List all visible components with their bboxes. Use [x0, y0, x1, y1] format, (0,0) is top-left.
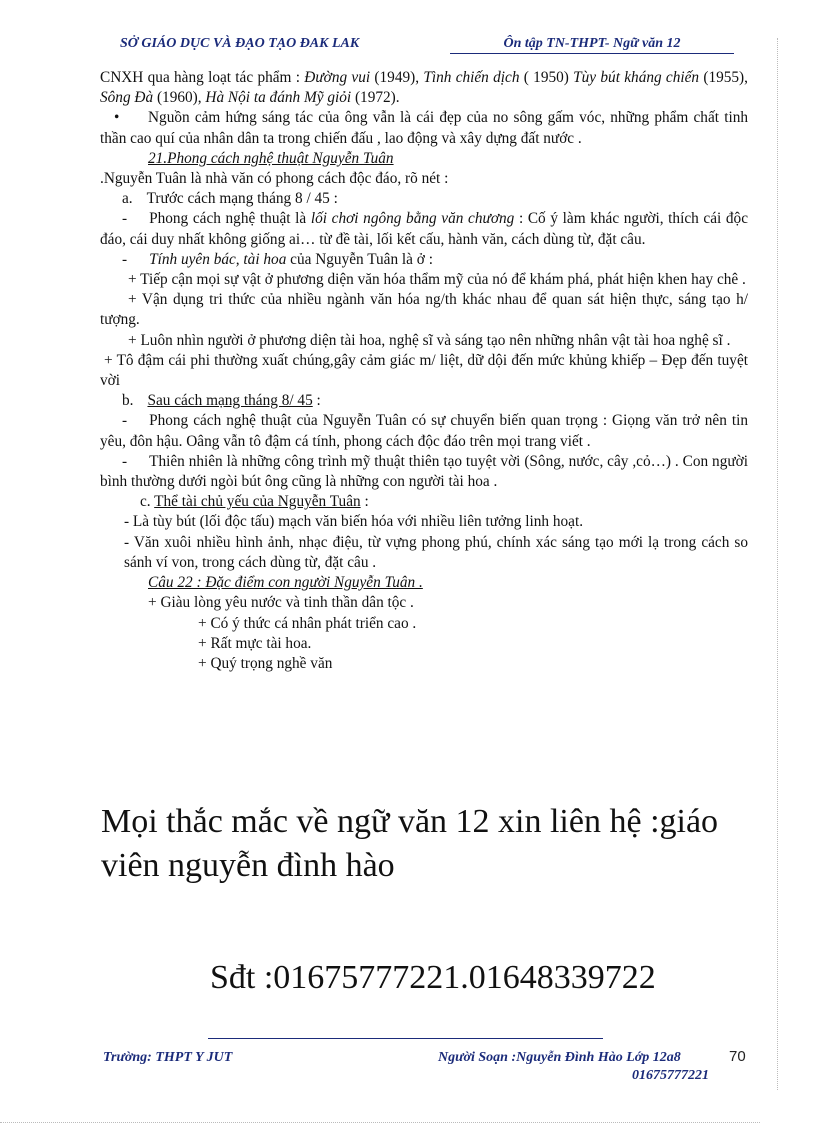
works-text: (1960),: [153, 89, 206, 107]
subsection-a-label: a.: [122, 190, 133, 208]
subsection-a: [100, 189, 748, 209]
footer-author: Người Soạn :Nguyễn Đình Hào Lớp 12a8: [438, 1050, 681, 1065]
dash-marker: -: [122, 412, 128, 430]
work-title: Tình chiến dịch: [423, 69, 520, 86]
works-text: (1949),: [370, 69, 424, 86]
style-paragraph: [100, 209, 748, 249]
erudition-line: [100, 250, 748, 270]
dash-marker: -: [122, 250, 128, 268]
c-item-1: - Là tùy bút (lối độc tấu) mạch văn biến hóa với nhiều liên tưởng linh hoạt.: [124, 513, 584, 531]
style-text: Phong cách nghệ thuật là: [149, 210, 311, 228]
plus-item-4: + Tô đậm cái phi thường xuất chúng,gây cảm giác m/ liệt, dữ dội đến mức khủng khiếp – Đẹp đến tuyệt vời: [100, 351, 748, 390]
subsection-c-colon: :: [360, 493, 369, 511]
document-body: [100, 68, 748, 674]
header-subject: Ôn tập TN-THPT- Ngữ văn 12: [450, 36, 734, 54]
subsection-b-colon: :: [312, 392, 321, 410]
trait-item: + Rất mực tài hoa.: [198, 634, 312, 652]
bullet-icon: •: [114, 109, 120, 127]
contact-note: Mọi thắc mắc về ngữ văn 12 xin liên hệ :giáo viên nguyễn đình hào: [101, 803, 719, 884]
subsection-a-title: Trước cách mạng tháng 8 / 45 :: [146, 190, 338, 208]
after-paragraph-1: [100, 411, 748, 451]
trait-item: + Giàu lòng yêu nước và tinh thần dân tộc .: [148, 594, 414, 612]
plus-item-3: + Luôn nhìn người ở phương diện tài hoa, nghệ sĩ và sáng tạo nên những nhân vật tài hoa nghệ sĩ .: [128, 331, 731, 349]
work-title: Đường vui: [304, 69, 371, 86]
page-border: [777, 38, 778, 1090]
subsection-b-label: b.: [122, 392, 134, 410]
works-text: (1955),: [699, 69, 748, 86]
plus-item-1: + Tiếp cận mọi sự vật ở phương diện văn hóa thẩm mỹ của nó để khám phá, phát hiện khen hay chê .: [128, 271, 746, 289]
after-text-2: Thiên nhiên là những công trình mỹ thuật thiên tạo tuyệt vời (Sông, nước, cây ,cỏ…) . Con người bình thường dưới ngòi bút ông cũng là những con người tài hoa .: [100, 452, 748, 491]
work-title: Tùy bút kháng chiến: [573, 69, 700, 86]
works-paragraph: [100, 68, 748, 108]
plus-item-2: + Vận dụng tri thức của nhiều ngành văn hóa ng/th khác nhau để quan sát hiện thực, sáng tạo h/ tượng.: [100, 291, 748, 329]
works-text: CNXH qua hàng loạt tác phẩm :: [100, 69, 305, 86]
footer-school: Trường: THPT Y JUT: [103, 1050, 233, 1065]
work-title: Hà Nội ta đánh Mỹ giỏi: [205, 89, 352, 107]
subsection-c-title: Thể tài chủ yếu của Nguyễn Tuân: [154, 493, 361, 511]
header-department: SỞ GIÁO DỤC VÀ ĐẠO TẠO ĐAK LAK: [120, 36, 360, 51]
subsection-c-label: c.: [140, 493, 155, 511]
bullet-text: Nguồn cảm hứng sáng tác của ông vẫn là cái đẹp của no sông gấm vóc, những phẩm chất tinh thần cao quí của nhân dân ta trong chiến đấu , lao động và xây dựng đất nước .: [100, 109, 748, 147]
contact-phone: Sđt :01675777221.01648339722: [210, 959, 656, 996]
intro-line: .Nguyễn Tuân là nhà văn có phong cách độc đáo, rõ nét :: [100, 170, 449, 188]
works-text: ( 1950): [519, 69, 574, 86]
dash-marker: -: [122, 452, 128, 470]
erudition-emphasis: Tính uyên bác, tài hoa: [149, 250, 287, 268]
subsection-c: [100, 492, 748, 512]
trait-item: + Có ý thức cá nhân phát triển cao .: [198, 614, 417, 632]
erudition-text: của Nguyễn Tuân là ở :: [286, 250, 433, 268]
trait-item: + Quý trọng nghề văn: [198, 654, 333, 672]
style-emphasis: lối chơi ngông bằng văn chương: [310, 210, 515, 228]
footer-author-phone: 01675777221: [632, 1068, 709, 1083]
works-text: (1972).: [351, 89, 400, 107]
subsection-b-title: Sau cách mạng tháng 8/ 45: [147, 392, 313, 410]
after-text-1: Phong cách nghệ thuật của Nguyễn Tuân có sự chuyển biến quan trọng : Giọng văn trở nên tin yêu, đôn hậu. Oâng vẫn tô đậm cá tính, phong cách độc đáo trên mọi trang viết .: [100, 412, 748, 450]
c-item-2: - Văn xuôi nhiều hình ảnh, nhạc điệu, từ vựng phong phú, chính xác sáng tạo mới lạ trong cách so sánh ví von, trong cách dùng từ, đặt câu .: [124, 533, 748, 571]
footer-divider: [208, 1038, 603, 1039]
work-title: Sông Đà: [100, 89, 154, 107]
question-22-title: Câu 22 : Đặc điểm con người Nguyễn Tuân .: [148, 574, 423, 592]
section-21-title: 21.Phong cách nghệ thuật Nguyễn Tuân: [148, 149, 394, 167]
subsection-b: [100, 391, 748, 411]
section-21-heading: [100, 149, 748, 169]
after-paragraph-2: [100, 452, 748, 492]
question-22-heading: [100, 573, 748, 593]
style-text: : Cố ý làm khác người, thích cái độc đáo, cái duy nhất không giống ai… từ đề tài, lối kết cấu, hành văn, cách dùng từ, đặt câu.: [100, 210, 748, 248]
dash-marker: -: [122, 210, 128, 228]
page-number: 70: [729, 1048, 746, 1065]
